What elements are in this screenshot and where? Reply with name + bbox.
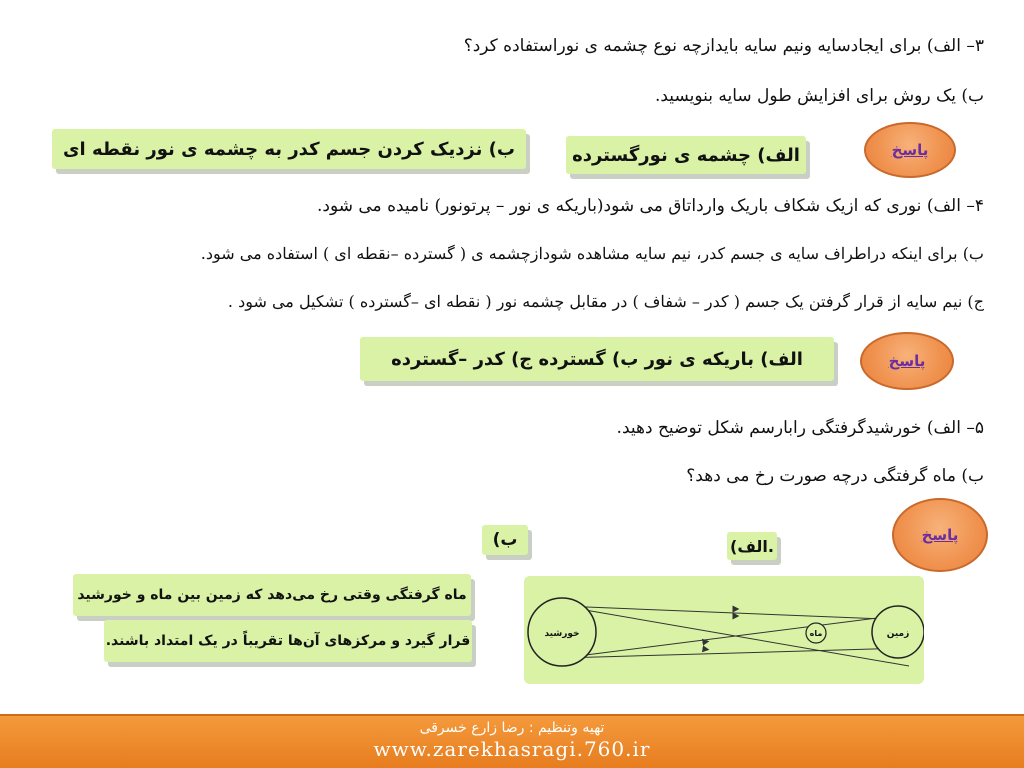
q4-answer-label: پاسخ <box>888 352 926 370</box>
q5-part-b: ب) ماه گرفتگی درچه صورت رخ می دهد؟ <box>686 466 984 486</box>
q4-answer: الف) باریکه ی نور ب) گسترده ج) کدر –گسترده <box>360 337 834 381</box>
q4-part-a: ۴– الف) نوری که ازیک شکاف باریک وارداتاق می شود(باریکه ی نور – پرتونور) نامیده می شود. <box>316 196 984 216</box>
q3-answer-a: الف) چشمه ی نورگسترده <box>566 136 806 174</box>
q5-answer-label: پاسخ <box>921 526 959 544</box>
earth-label: زمین <box>886 629 910 639</box>
q4-part-c: ج) نیم سایه از قرار گرفتن یک جسم ( کدر – شفاف ) در مقابل چشمه نور ( نقطه ای –گسترده ) تشکیل می شود . <box>227 292 984 311</box>
q3-answer-b: ب) نزدیک کردن جسم کدر به چشمه ی نور نقطه ای <box>52 129 526 169</box>
footer-credit: تهیه وتنظیم : رضا زارع خسرقی <box>419 720 605 736</box>
q5-answer-button[interactable] <box>892 498 988 572</box>
sun-label: خورشید <box>544 629 580 639</box>
q3-answer-button[interactable] <box>864 122 956 178</box>
q5-answer-b-line2: قرار گیرد و مرکزهای آن‌ها تقریباً در یک امتداد باشند. <box>104 620 472 662</box>
footer-bar <box>0 714 1024 768</box>
q3-part-b: ب) یک روش برای افزایش طول سایه بنویسید. <box>654 86 984 106</box>
q3-part-a: ۳– الف) برای ایجادسایه ونیم سایه بایدازچه نوع چشمه ی نوراستفاده کرد؟ <box>463 36 984 56</box>
q5-label-b: ب) <box>482 525 528 555</box>
q4-part-b: ب) برای اینکه دراطراف سایه ی جسم کدر، نیم سایه مشاهده شودازچشمه ی ( گسترده –نقطه ای ) استفاده می شود. <box>200 244 984 263</box>
q3-answer-label: پاسخ <box>891 141 929 159</box>
eclipse-diagram-svg <box>524 576 924 684</box>
q5-part-a: ۵– الف) خورشیدگرفتگی رابارسم شکل توضیح دهید. <box>616 418 984 438</box>
moon-label: ماه <box>809 629 823 638</box>
light-rays <box>562 606 909 666</box>
footer-website[interactable]: www.zarekhasragi.760.ir <box>373 737 651 761</box>
q4-answer-button[interactable] <box>860 332 954 390</box>
q5-answer-b-line1: ماه گرفتگی وقتی رخ می‌دهد که زمین بین ماه و خورشید <box>73 574 471 616</box>
eclipse-diagram <box>524 576 924 684</box>
q5-label-a: .الف) <box>727 532 777 560</box>
